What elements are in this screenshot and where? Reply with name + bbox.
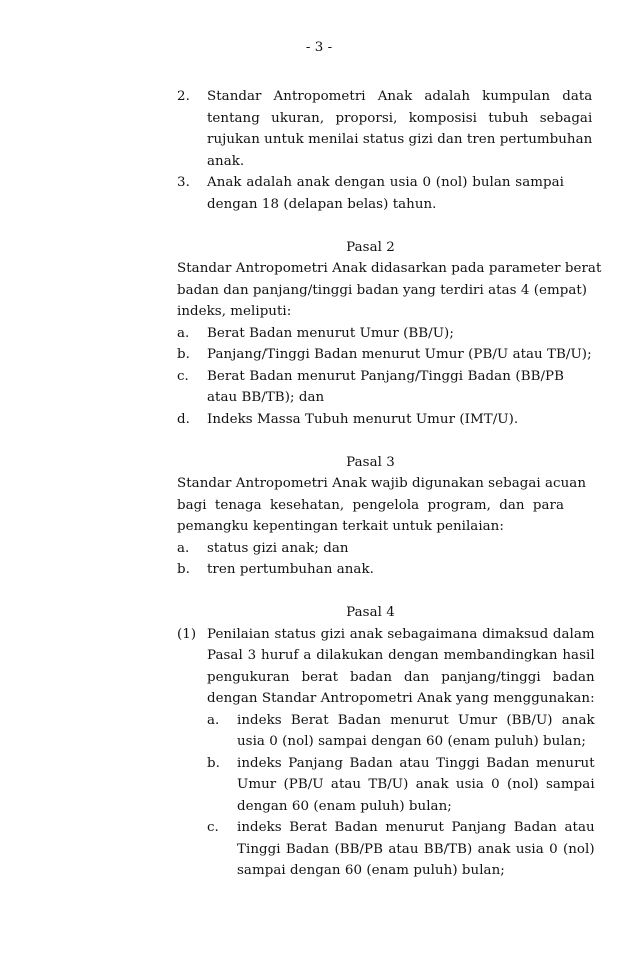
section-title: Pasal 2 xyxy=(346,239,395,255)
document-body xyxy=(177,86,602,882)
ayat-number: (1) xyxy=(177,626,197,642)
item-letter: a. xyxy=(207,712,220,728)
text-line: Tinggi Badan (BB/PB atau BB/TB) anak usia 0 (nol) xyxy=(237,841,595,857)
item-number: 3. xyxy=(177,175,190,190)
text-line: Indeks Massa Tubuh menurut Umur (IMT/U). xyxy=(207,411,519,427)
text-line: dengan 60 (enam puluh) bulan; xyxy=(237,798,452,814)
text-line: dengan Standar Antropometri Anak yang menggunakan: xyxy=(207,691,595,706)
text-line: pengukuran berat badan dan panjang/tinggi badan xyxy=(207,669,595,685)
item-letter: b. xyxy=(207,755,220,771)
section-title: Pasal 3 xyxy=(346,454,395,470)
list-item xyxy=(207,753,595,818)
text-line: indeks Panjang Badan atau Tinggi Badan menurut xyxy=(237,755,595,771)
text-line: indeks Berat Badan menurut Panjang Badan atau xyxy=(237,820,595,835)
text-line: Berat Badan menurut Umur (BB/U); xyxy=(207,325,454,341)
list-item xyxy=(207,817,595,882)
item-letter: a. xyxy=(177,540,190,556)
text-line: Pasal 3 huruf a dilakukan dengan membandingkan hasil xyxy=(207,648,595,663)
text-line: tentang ukuran, proporsi, komposisi tubuh sebagai xyxy=(207,110,593,126)
item-letter: c. xyxy=(177,368,189,384)
text-line: Anak adalah anak dengan usia 0 (nol) bulan sampai xyxy=(207,175,564,190)
text-line: tren pertumbuhan anak. xyxy=(207,562,374,577)
list-item xyxy=(177,172,564,215)
section-title: Pasal 4 xyxy=(346,605,395,620)
list-item xyxy=(177,559,564,581)
text-line: status gizi anak; dan xyxy=(207,540,349,556)
text-line: sampai dengan 60 (enam puluh) bulan; xyxy=(237,863,505,878)
text-line: rujukan untuk menilai status gizi dan tren pertumbuhan xyxy=(207,132,593,147)
text-line: usia 0 (nol) sampai dengan 60 (enam puluh) bulan; xyxy=(237,734,586,749)
text-line: pemangku kepentingan terkait untuk penilaian: xyxy=(177,519,504,534)
text-line: dengan 18 (delapan belas) tahun. xyxy=(207,196,437,212)
list-item xyxy=(177,86,593,172)
text-line: Panjang/Tinggi Badan menurut Umur (PB/U atau TB/U); xyxy=(207,347,592,362)
text-line: Berat Badan menurut Panjang/Tinggi Badan (BB/PB xyxy=(207,368,564,384)
text-line: Standar Antropometri Anak didasarkan pada parameter berat xyxy=(177,261,602,276)
text-line: badan dan panjang/tinggi badan yang terdiri atas 4 (empat) xyxy=(177,282,588,298)
list-item xyxy=(177,538,564,560)
list-item xyxy=(177,409,564,431)
text-line: bagi tenaga kesehatan, pengelola program, dan para xyxy=(177,497,564,513)
item-letter: d. xyxy=(177,411,190,427)
ayat-item xyxy=(177,624,595,882)
text-line: anak. xyxy=(207,153,245,169)
item-letter: a. xyxy=(177,325,190,341)
text-line: atau BB/TB); dan xyxy=(207,390,325,405)
list-item xyxy=(177,323,564,345)
item-letter: b. xyxy=(177,562,190,577)
page-number: - 3 - xyxy=(305,40,333,55)
list-item xyxy=(207,710,595,753)
item-letter: b. xyxy=(177,347,190,362)
text-line: Penilaian status gizi anak sebagaimana dimaksud dalam xyxy=(207,626,595,642)
list-item xyxy=(177,344,592,366)
text-line: Standar Antropometri Anak adalah kumpulan data xyxy=(207,89,593,104)
text-line: Standar Antropometri Anak wajib digunakan sebagai acuan xyxy=(177,476,586,491)
text-line: indeks, meliputi: xyxy=(177,304,292,319)
text-line: Umur (PB/U atau TB/U) anak usia 0 (nol) sampai xyxy=(237,777,595,792)
item-letter: c. xyxy=(207,820,219,835)
text-line: indeks Berat Badan menurut Umur (BB/U) anak xyxy=(237,712,595,728)
list-item xyxy=(177,366,564,409)
item-number: 2. xyxy=(177,89,190,104)
